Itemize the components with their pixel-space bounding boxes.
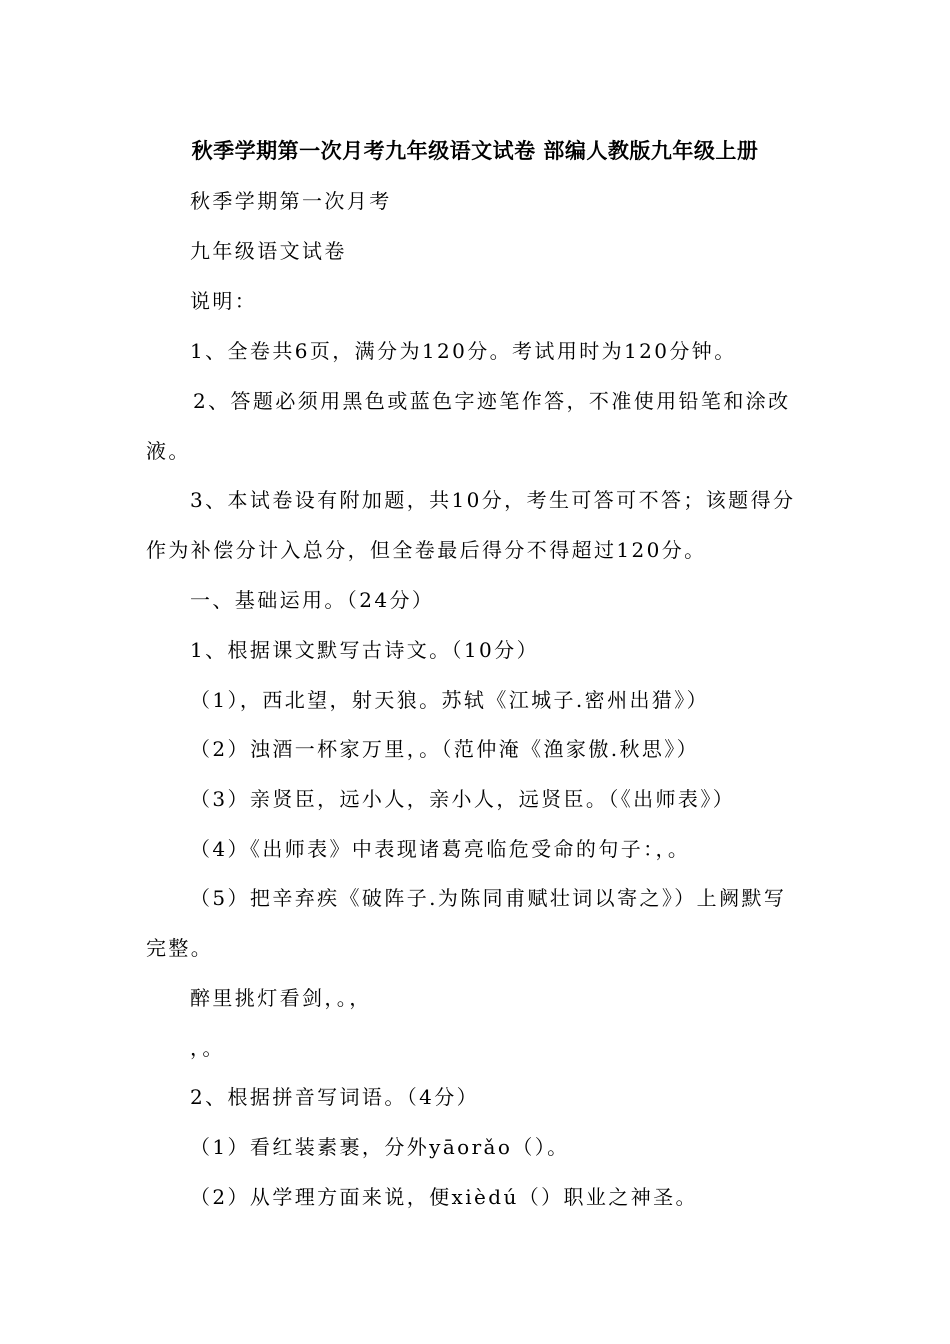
question-1-title: 1、根据课文默写古诗文。（10分） <box>190 638 539 662</box>
instruction-item-2-line-1: 2、答题必须用黑色或蓝色字迹笔作答，不准使用铅笔和涂改 <box>193 389 791 413</box>
question-2-title: 2、根据拼音写词语。（4分） <box>190 1085 480 1109</box>
question-1-fill-line-2: ，。 <box>190 1036 225 1060</box>
document-title: 秋季学期第一次月考九年级语文试卷 部编人教版九年级上册 <box>191 139 759 163</box>
instruction-item-3-line-1: 3、本试卷设有附加题，共10分，考生可答可不答；该题得分 <box>190 488 796 512</box>
question-1-part-5-line-1: （5）把辛弃疾《破阵子.为陈同甫赋壮词以寄之》）上阙默写 <box>190 886 787 910</box>
question-1-part-4: （4）《出师表》中表现诸葛亮临危受命的句子：，。 <box>190 837 691 861</box>
instructions-label: 说明： <box>190 289 258 313</box>
instruction-item-1: 1、全卷共6页，满分为120分。考试用时为120分钟。 <box>190 339 737 363</box>
question-2-part-2: （2）从学理方面来说，便xièdú（）职业之神圣。 <box>190 1185 698 1209</box>
question-1-fill-line-1: 醉里挑灯看剑，。， <box>190 986 372 1010</box>
question-2-part-1: （1）看红装素裹，分外yāorǎo（）。 <box>190 1135 570 1159</box>
exam-heading: 秋季学期第一次月考 <box>190 189 392 213</box>
section-1-title: 一、基础运用。（24分） <box>190 588 435 612</box>
instruction-item-2-line-2: 液。 <box>146 439 191 463</box>
question-1-part-2: （2）浊酒一杯家万里，。（范仲淹《渔家傲.秋思》） <box>190 737 700 761</box>
question-1-part-1: （1），西北望，射天狼。苏轼《江城子.密州出猎》） <box>190 688 710 712</box>
instruction-item-3-line-2: 作为补偿分计入总分，但全卷最后得分不得超过120分。 <box>146 538 707 562</box>
question-1-part-5-line-2: 完整。 <box>146 936 214 960</box>
question-1-part-3: （3）亲贤臣，远小人，亲小人，远贤臣。（《出师表》） <box>190 787 736 811</box>
exam-subheading: 九年级语文试卷 <box>190 239 347 263</box>
